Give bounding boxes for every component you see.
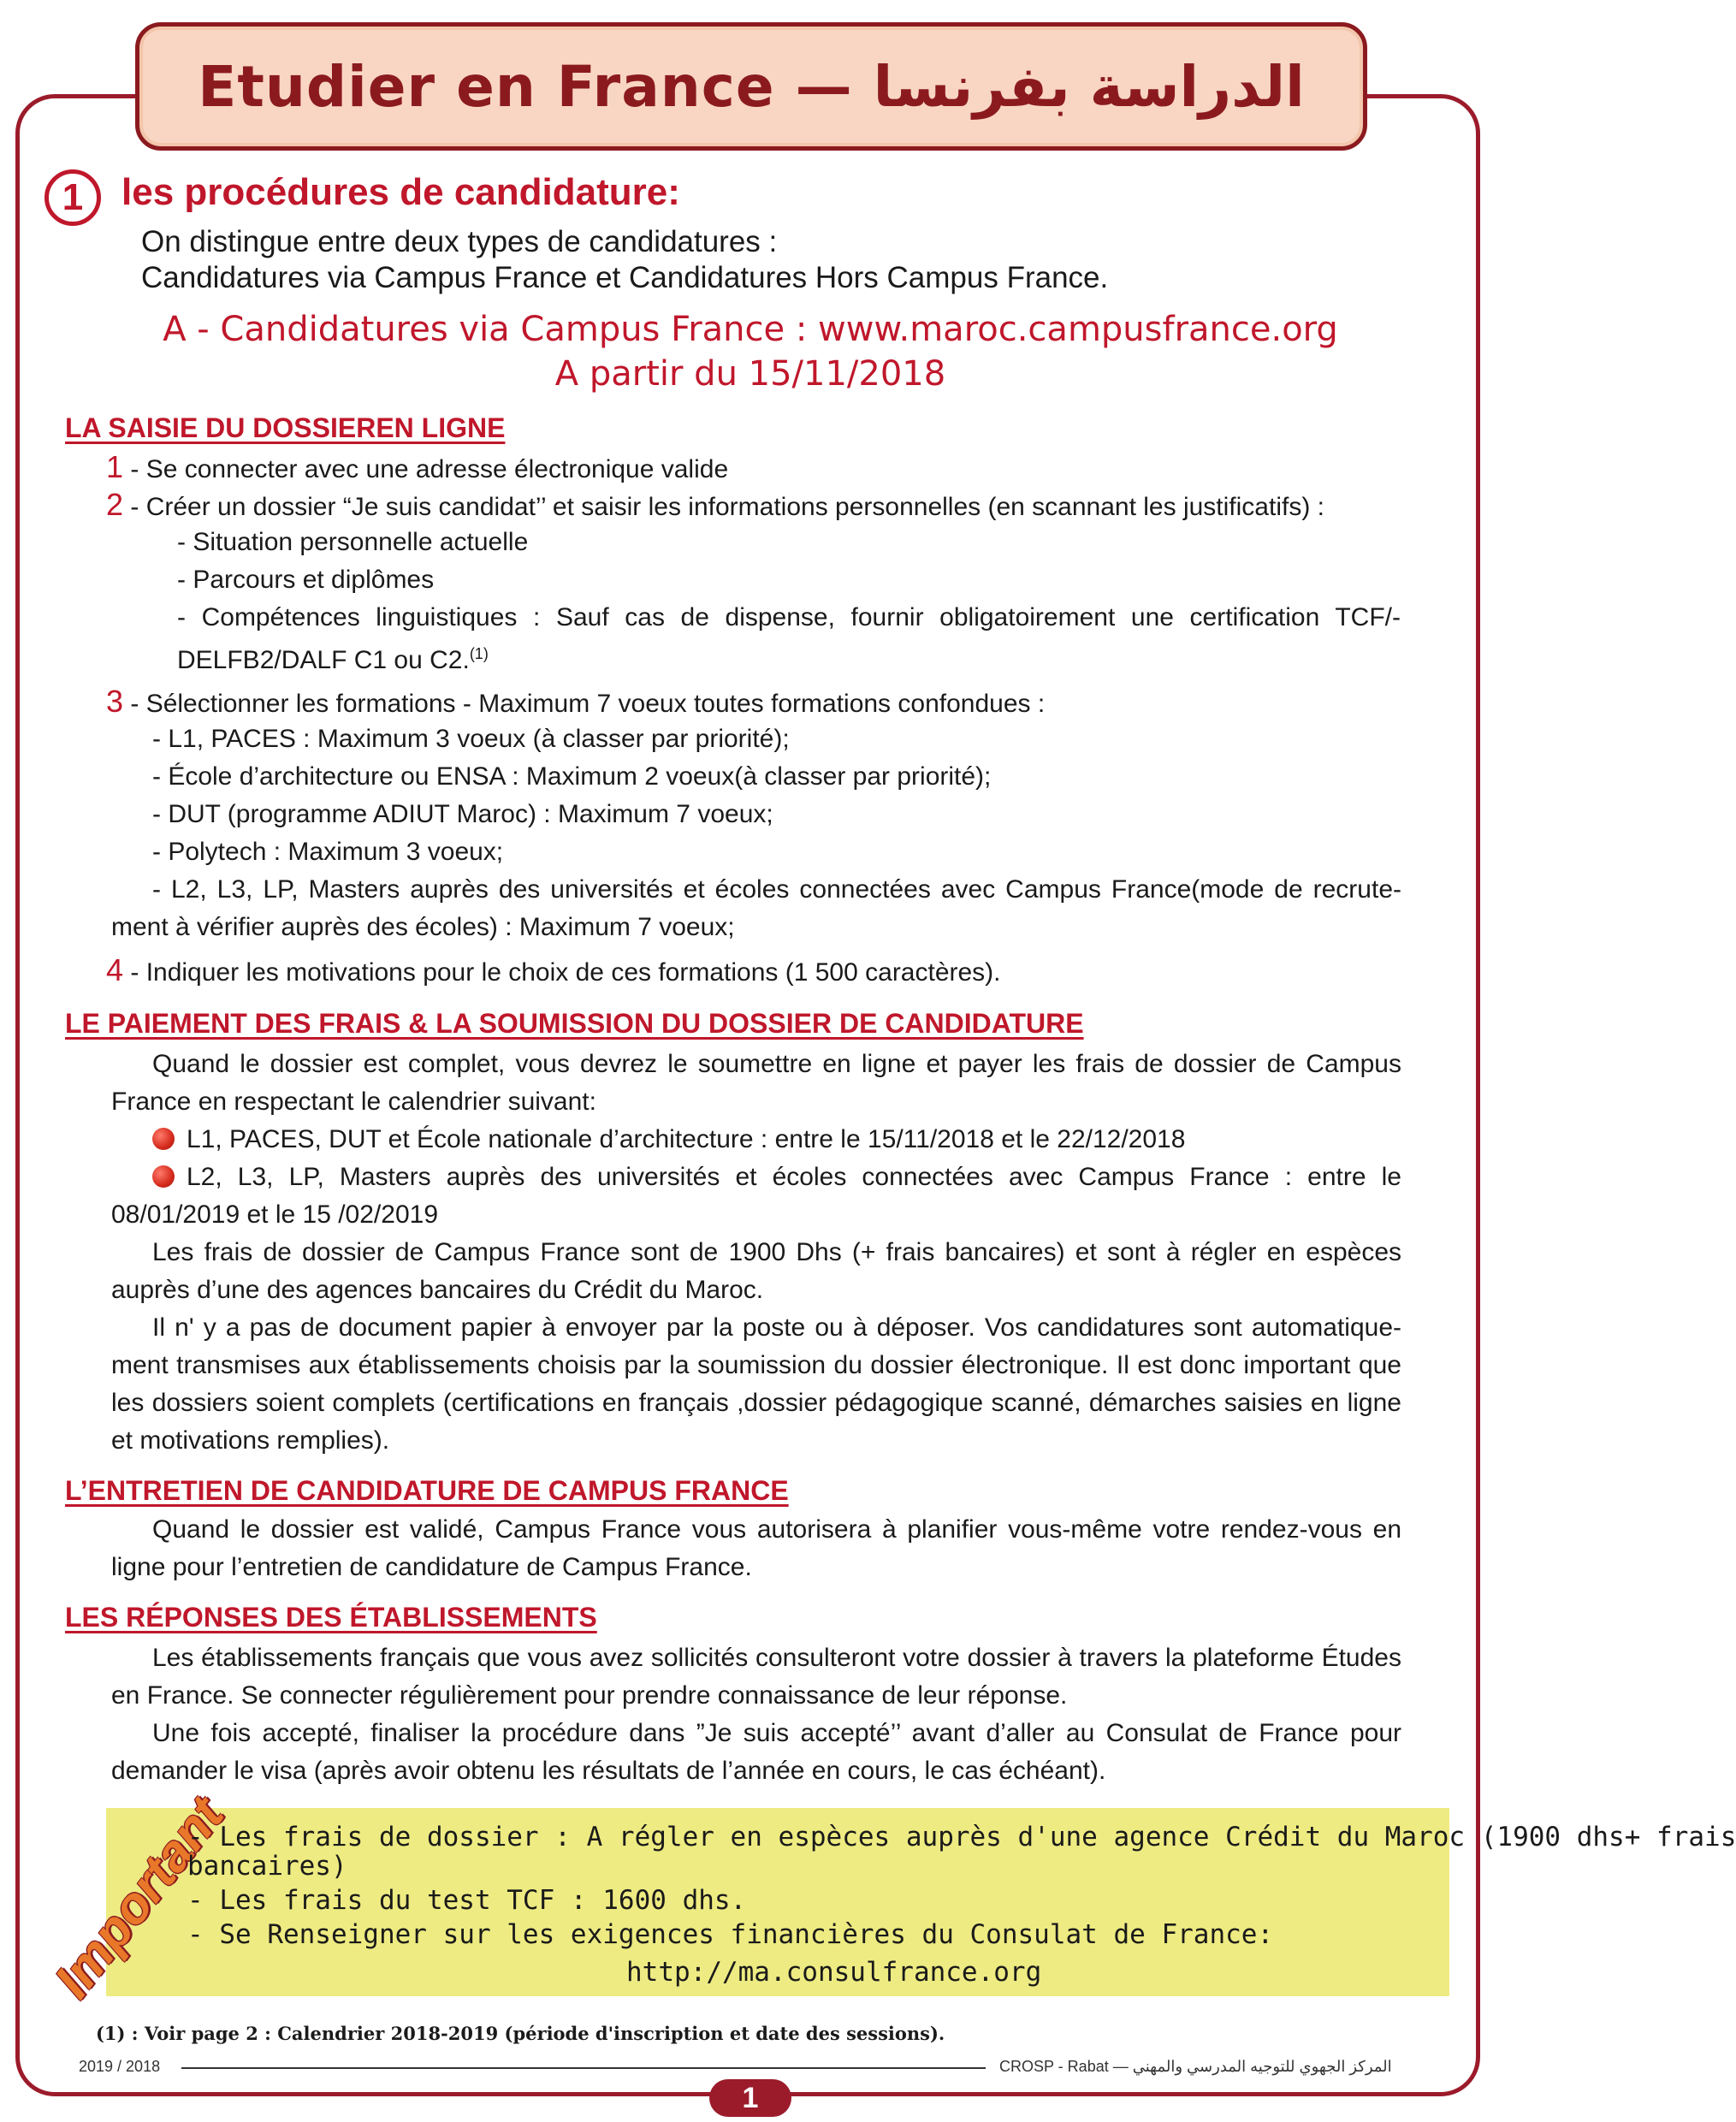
paragraph-text: Quand le dossier est complet, vous devrez le soumettre en ligne et payer les frais de dossier de Campus France en respectant le calendrier suivant: — [111, 1050, 1401, 1116]
paiement-paragraph — [111, 1234, 1401, 1309]
intro-text — [141, 224, 1108, 296]
step-text: - Sélectionner les formations - Maximum 7 voeux toutes formations confondues : — [123, 690, 1046, 718]
sub-item-text: DELFB2/DALF C1 ou C2. — [177, 646, 470, 674]
footer-org: CROSP - Rabat — المركز الجهوي للتوجيه المدرسي والمهني — [999, 2058, 1392, 2075]
step-number: 1 — [106, 449, 124, 484]
sub-item: - Compétences linguistiques : Sauf cas de dispense, fournir obligatoirement une certification TCF/- — [177, 603, 1401, 631]
heading-saisie: LA SAISIE DU DOSSIEREN LIGNE — [65, 412, 506, 443]
paragraph-text: Quand le dossier est validé, Campus France vous autorisera à planifier vous-même votre rendez-vous en ligne pour l’entretien de candidature de Campus France. — [111, 1515, 1401, 1581]
calendar-bullet — [111, 1159, 1401, 1234]
formation-item: - L2, L3, LP, Masters auprès des universités et écoles connectées avec Campus France(mode de recrute- — [152, 875, 1401, 904]
step-number: 4 — [106, 952, 124, 987]
step-3 — [106, 683, 1045, 723]
heading-entretien: L’ENTRETIEN DE CANDIDATURE DE CAMPUS FRANCE — [65, 1475, 789, 1506]
paragraph-text: Il n' y a pas de document papier à envoyer par la poste ou à déposer. Vos candidatures sont automatique-ment transmises aux établissements choisis par la soumission du dossier électronique. Il est donc important que les dossiers soient complets (certifications en français ,dossier pédagogique scanné, démarches saisies en ligne et motivations remplies). — [111, 1313, 1401, 1455]
step-text: - Créer un dossier “Je suis candidat’’ et saisir les informations personnelles (en scannant les justificatifs) : — [123, 493, 1324, 521]
sub-item-cont — [177, 635, 489, 679]
step-number: 3 — [106, 684, 124, 719]
footer-year: 2019 / 2018 — [79, 2058, 161, 2075]
heading-reponses: LES RÉPONSES DES ÉTABLISSEMENTS — [65, 1602, 597, 1633]
step-text: - Indiquer les motivations pour le choix de ces formations (1 500 caractères). — [123, 958, 1001, 987]
step-1 — [106, 448, 728, 489]
calendar-bullet — [152, 1121, 1401, 1159]
intro-line: Candidatures via Campus France et Candidatures Hors Campus France. — [141, 261, 1109, 294]
important-badge: Important — [43, 1786, 234, 2009]
formation-item-cont: ment à vérifier auprès des écoles) : Maximum 7 voeux; — [111, 913, 735, 941]
important-line: - Les frais de dossier : A régler en espèces auprès d'une agence Crédit du Maroc (1900 dhs+ frais — [187, 1822, 1736, 1852]
important-box — [43, 1786, 1736, 2009]
intro-line: On distingue entre deux types de candidatures : — [141, 225, 778, 258]
important-line: - Se Renseigner sur les exigences financières du Consulat de France: — [187, 1919, 1274, 1950]
formation-item: - DUT (programme ADIUT Maroc) : Maximum 7 voeux; — [152, 800, 773, 828]
title-banner — [135, 22, 1367, 151]
footer-divider — [181, 2067, 986, 2069]
part-a-date: A partir du 15/11/2018 — [554, 354, 946, 394]
formation-item: - École d’architecture ou ENSA : Maximum 2 voeux(à classer par priorité); — [152, 762, 992, 791]
red-dot-icon — [152, 1165, 175, 1188]
part-a-heading: A - Candidatures via Campus France : www.maroc.campusfrance.org — [163, 310, 1338, 349]
formation-item: - Polytech : Maximum 3 voeux; — [152, 838, 504, 866]
page-title: Etudier en France — الدراسة بفرنسا — [198, 53, 1305, 120]
step-number: 2 — [106, 487, 124, 522]
footnote: (1) : Voir page 2 : Calendrier 2018-2019 (période d'inscription et date des sessions). — [96, 2023, 945, 2044]
step-2 — [106, 486, 1324, 526]
formation-item: - L1, PACES : Maximum 3 voeux (à classer par priorité); — [152, 725, 790, 753]
bullet-text: L2, L3, LP, Masters auprès des universités et écoles connectées avec Campus France : entre le 08/01/2019 et le 15 /02/2019 — [111, 1163, 1401, 1229]
step-text: - Se connecter avec une adresse électronique valide — [123, 455, 729, 483]
heading-paiement: LE PAIEMENT DES FRAIS & LA SOUMISSION DU DOSSIER DE CANDIDATURE — [65, 1008, 1084, 1039]
paiement-paragraph — [111, 1046, 1401, 1121]
footnote-ref: (1) — [469, 645, 489, 662]
entretien-paragraph — [111, 1511, 1401, 1586]
consulate-link[interactable]: http://ma.consulfrance.org — [626, 1957, 1042, 1988]
section-number-badge: 1 — [44, 169, 101, 226]
sub-item: - Situation personnelle actuelle — [177, 528, 529, 556]
paragraph-text: Une fois accepté, finaliser la procédure dans ”Je suis accepté’’ avant d’aller au Consulat de France pour demander le visa (après avoir obtenu les résultats de l’année en cours, le cas échéant). — [111, 1719, 1401, 1785]
paragraph-text: Les établissements français que vous avez sollicités consulteront votre dossier à travers la plateforme Études en France. Se connecter régulièrement pour prendre connaissance de leur réponse. — [111, 1644, 1401, 1710]
page-number: 1 — [709, 2079, 791, 2117]
important-line: - Les frais du test TCF : 1600 dhs. — [187, 1885, 747, 1916]
paiement-paragraph — [111, 1309, 1401, 1460]
red-dot-icon — [152, 1128, 175, 1150]
section-title: les procédures de candidature: — [121, 171, 680, 213]
important-line: bancaires) — [187, 1851, 347, 1882]
reponses-paragraph — [111, 1715, 1401, 1790]
step-4 — [106, 951, 1001, 992]
paragraph-text: Les frais de dossier de Campus France sont de 1900 Dhs (+ frais bancaires) et sont à régler en espèces auprès d’une des agences bancaires du Crédit du Maroc. — [111, 1238, 1401, 1304]
reponses-paragraph — [111, 1639, 1401, 1715]
bullet-text: L1, PACES, DUT et École nationale d’architecture : entre le 15/11/2018 et le 22/12/2018 — [187, 1125, 1186, 1153]
sub-item: - Parcours et diplômes — [177, 566, 435, 594]
